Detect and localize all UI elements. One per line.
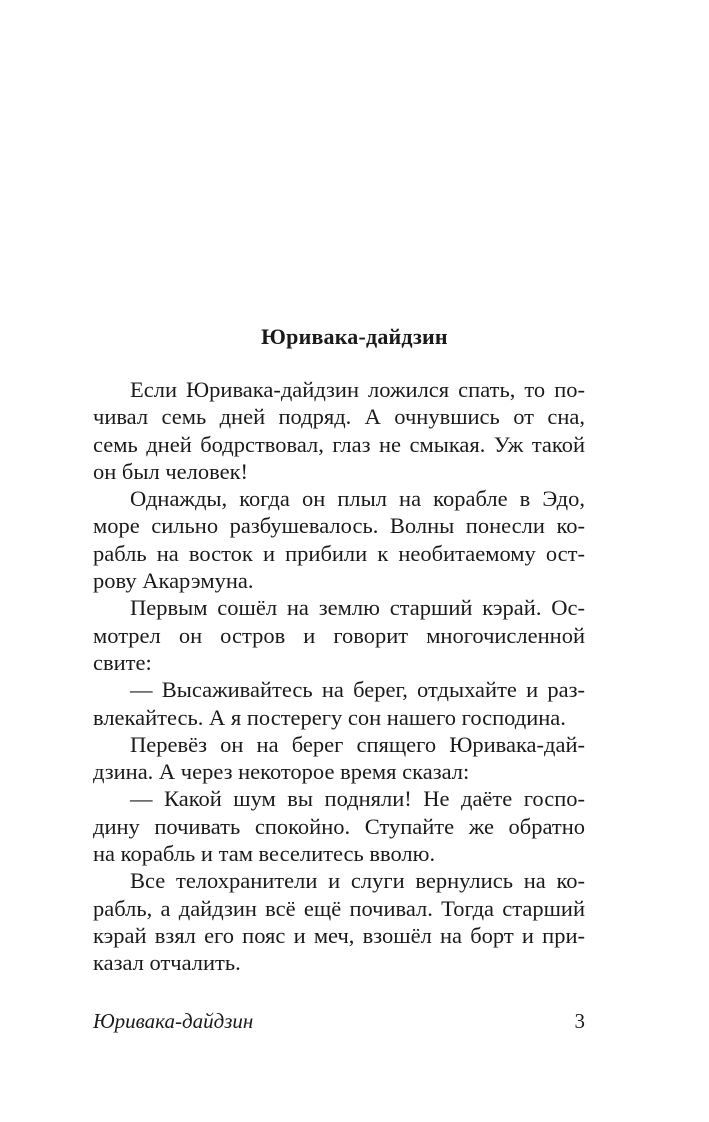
text-line: дзина. А через некоторое время сказал: — [93, 759, 470, 785]
text-line: свите: — [93, 649, 152, 675]
text-line: семь дней бодрствовал, глаз не смыкая. Уж такой — [93, 431, 585, 457]
text-line: мотрел он остров и говорит многочисленной — [93, 622, 585, 648]
text-line: дину почивать спокойно. Ступайте же обратно — [93, 813, 585, 839]
text-line: — Высаживайтесь на берег, отдыхайте и раз- — [130, 677, 585, 703]
text-line: море сильно разбушевалось. Волны понесли ко- — [93, 513, 585, 539]
chapter-title: Юривака-дайдзин — [261, 324, 448, 349]
text-line: Перевёз он на берег спящего Юривака-дай- — [130, 731, 585, 757]
text-line: рабль на восток и прибили к необитаемому ост- — [93, 540, 585, 566]
text-line: Первым сошёл на землю старший кэрай. Ос- — [130, 595, 585, 621]
text-line: влекайтесь. А я постерегу сон нашего господина. — [93, 704, 566, 730]
body-text — [93, 376, 585, 977]
text-line: на корабль и там веселитесь вволю. — [93, 841, 436, 867]
running-title: Юривака-дайдзин — [93, 1009, 254, 1033]
page-number: 3 — [574, 1009, 585, 1033]
text-line: Однажды, когда он плыл на корабле в Эдо, — [130, 486, 585, 512]
text-line: Все телохранители и слуги вернулись на ко- — [130, 868, 585, 894]
text-line: Если Юривака-дайдзин ложился спать, то по- — [130, 377, 585, 402]
text-line: казал отчалить. — [93, 950, 241, 976]
text-line: он был человек! — [93, 458, 249, 484]
text-line: рабль, а дайдзин всё ещё почивал. Тогда старший — [93, 895, 585, 921]
text-line: — Какой шум вы подняли! Не даёте госпо- — [130, 786, 585, 812]
text-line: рову Акарэмуна. — [93, 568, 254, 594]
text-line: кэрай взял его пояс и меч, взошёл на борт и при- — [93, 922, 585, 948]
text-line: чивал семь дней подряд. А очнувшись от сна, — [93, 404, 585, 430]
